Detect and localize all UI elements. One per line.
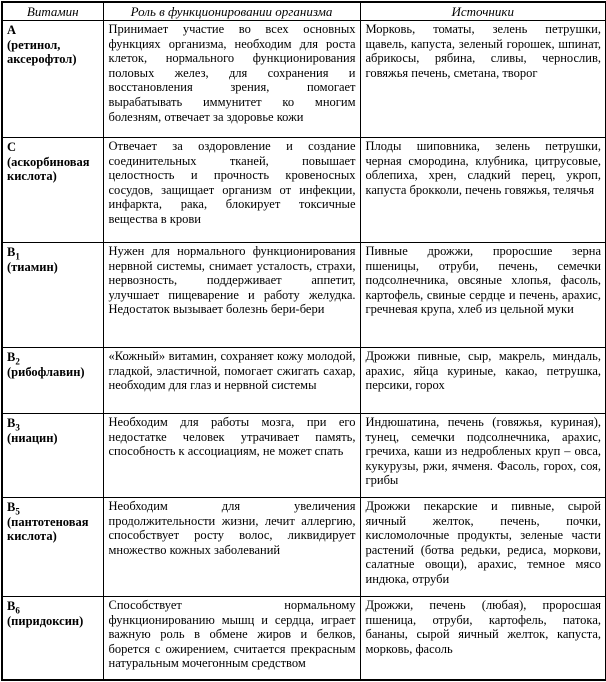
- vitamin-letter: В: [7, 350, 16, 364]
- sources-text: Плоды шиповника, зелень петрушки, черная смородина, клубника, цитрусовые, облепиха, хрен, сладкий перец, укроп, капуста брокколи, печень говяжья, телячья: [360, 138, 606, 243]
- vitamin-subscript: 2: [15, 356, 20, 367]
- vitamin-chemical-name: (пантотеновая кислота): [7, 514, 89, 543]
- vitamin-chemical-name: (пиридоксин): [7, 613, 84, 628]
- table-row-vitamin-b5: [2, 498, 606, 597]
- column-header-vitamin: Витамин: [2, 2, 103, 21]
- sources-text: Дрожжи пивные, сыр, макрель, миндаль, арахис, яйца куриные, какао, петрушка, персики, горох: [360, 348, 606, 414]
- column-header-role: Роль в функционировании организма: [103, 2, 360, 21]
- vitamin-chemical-name: (тиамин): [7, 259, 58, 274]
- role-text: Способствует нормальному функционированию мышц и сердца, играет важную роль в обмене жиров и белков, борется с ожирением, считается прекрасным натуральным мочегонным средством: [103, 597, 360, 680]
- sources-text: Дрожжи, печень (любая), проросшая пшеница, отруби, картофель, патока, бананы, сырой яичный желток, капуста, морковь, фасоль: [360, 597, 606, 680]
- table-row-vitamin-b6: [2, 597, 606, 680]
- vitamin-name: [2, 597, 103, 680]
- vitamin-chemical-name: (ретинол, аксерофтол): [7, 37, 77, 66]
- vitamin-letter: В: [7, 416, 16, 430]
- role-text: Необходим для увеличения продолжительности жизни, лечит аллергию, способствует росту волос, ликвидирует множество кожных заболеваний: [103, 498, 360, 597]
- vitamin-letter: В: [7, 599, 16, 613]
- vitamin-subscript: 1: [15, 251, 20, 262]
- vitamin-subscript: 3: [15, 422, 20, 433]
- vitamins-table: [1, 1, 606, 681]
- vitamin-letter: В: [7, 245, 16, 259]
- vitamin-letter: С: [7, 140, 17, 154]
- vitamin-letter: В: [7, 500, 16, 514]
- vitamin-name: [2, 348, 103, 414]
- vitamin-subscript: 6: [15, 605, 20, 616]
- table-row-vitamin-b3: [2, 414, 606, 498]
- vitamin-chemical-name: (аскорбиновая кислота): [7, 154, 90, 183]
- sources-text: Индюшатина, печень (говяжья, куриная), тунец, семечки подсолнечника, арахис, гречиха, каши из недробленых круп – овса, кукурузы, ржи, ячменя. Фасоль, горох, соя, грибы: [360, 414, 606, 498]
- role-text: «Кожный» витамин, сохраняет кожу молодой, гладкой, эластичной, помогает сжигать сахар, необходим для глаз и нервной системы: [103, 348, 360, 414]
- vitamin-name: [2, 138, 103, 243]
- sources-text: Дрожжи пекарские и пивные, сырой яичный желток, печень, почки, кисломолочные продукты, зеленые части растений (ботва редьки, редиса, моркови, салатные овощи), арахис, темное мясо индюка, отруби: [360, 498, 606, 597]
- table-row-vitamin-a: [2, 21, 606, 138]
- role-text: Необходим для работы мозга, при его недостатке человек утрачивает память, способность к ассоциациям, не может спать: [103, 414, 360, 498]
- role-text: Отвечает за оздоровление и создание соединительных тканей, повышает целостность и прочность кровеносных сосудов, защищает организм от инфекции, инфаркта, рака, блокирует токсичные вещества в крови: [103, 138, 360, 243]
- table-row-vitamin-c: [2, 138, 606, 243]
- vitamin-name: [2, 414, 103, 498]
- table-row-vitamin-b1: [2, 243, 606, 348]
- sources-text: Морковь, томаты, зелень петрушки, щавель, капуста, зеленый горошек, шпинат, абрикосы, рябина, сливы, чернослив, говяжья печень, сметана, творог: [360, 21, 606, 138]
- vitamin-subscript: 5: [15, 506, 20, 517]
- vitamin-chemical-name: (ниацин): [7, 430, 58, 445]
- sources-text: Пивные дрожжи, проросшие зерна пшеницы, отруби, печень, семечки подсолнечника, овсяные хлопья, фасоль, картофель, свиные сердце и печень, арахис, гречневая крупа, хлеб из цельной муки: [360, 243, 606, 348]
- table-row-vitamin-b2: [2, 348, 606, 414]
- column-header-sources: Источники: [360, 2, 606, 21]
- vitamin-name: [2, 243, 103, 348]
- role-text: Принимает участие во всех основных функциях организма, необходим для роста клеток, нормального функционирования половых желез, для сохранения и восстановления зрения, помогает вырабатывать иммунитет ко многим болезням, отвечает за здоровье кожи: [103, 21, 360, 138]
- role-text: Нужен для нормального функционирования нервной системы, снимает усталость, страхи, нервозность, поддерживает аппетит, улучшает пищеварение и работу желудка. Недостаток вызывает болезнь бери-бери: [103, 243, 360, 348]
- vitamin-chemical-name: (рибофлавин): [7, 364, 85, 379]
- vitamin-name: [2, 21, 103, 138]
- vitamin-letter: А: [7, 23, 17, 37]
- header-row: [2, 2, 606, 21]
- vitamin-name: [2, 498, 103, 597]
